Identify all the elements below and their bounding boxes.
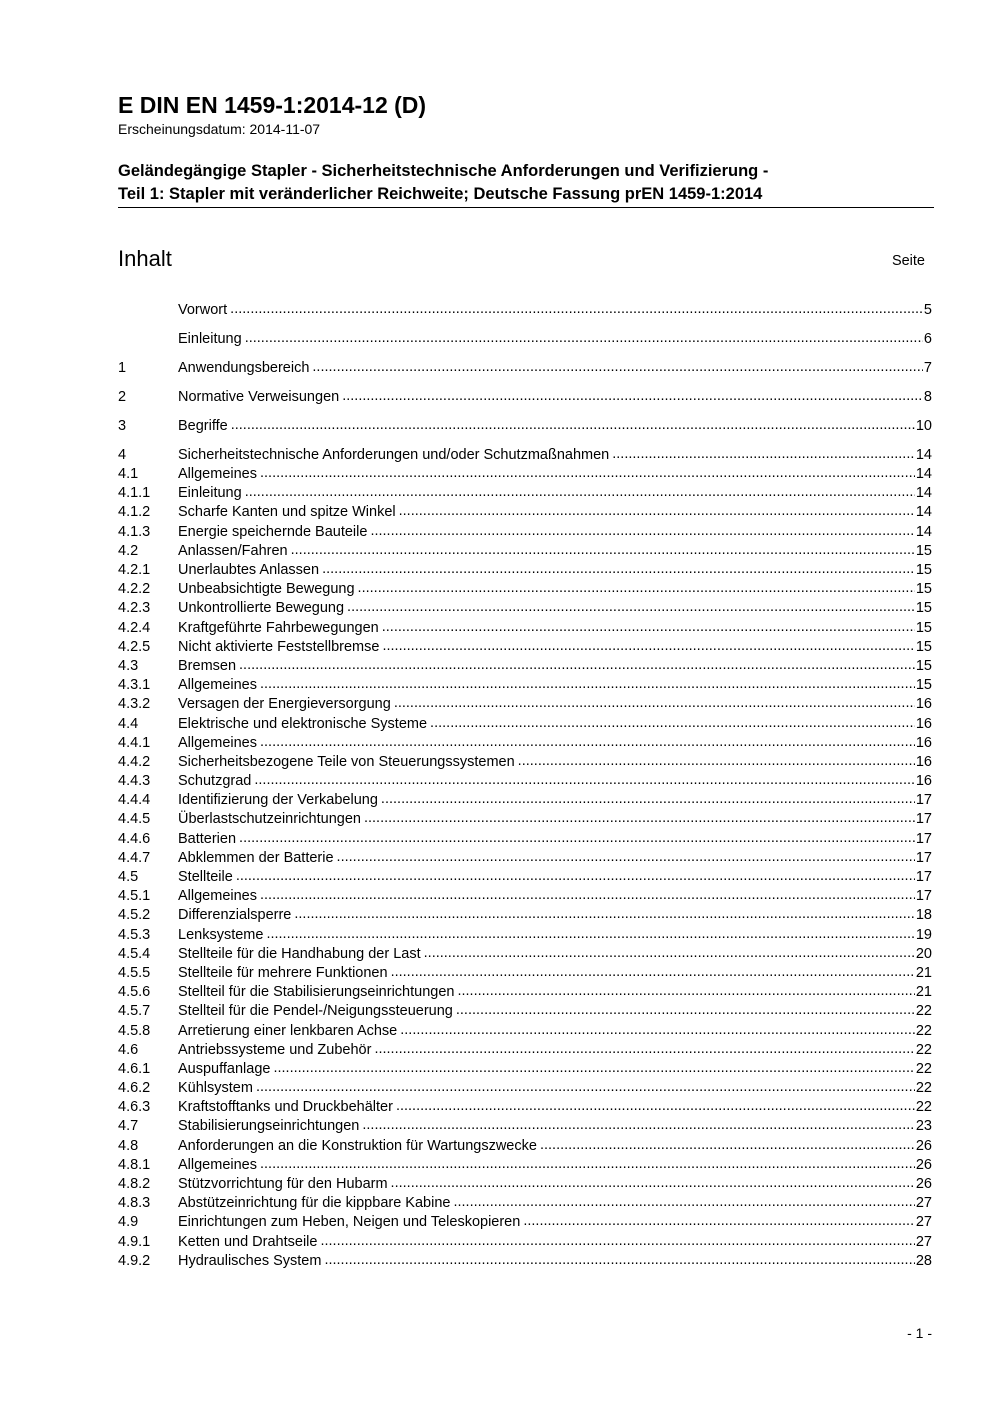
toc-entry-number: 4.5.6 bbox=[118, 984, 151, 1001]
toc-entry[interactable] bbox=[118, 887, 932, 906]
toc-entry-page: 16 bbox=[915, 753, 932, 770]
toc-entry-number: 4.1.3 bbox=[118, 523, 151, 540]
toc-dot-leader bbox=[457, 982, 914, 1001]
toc-entry-title: Begriffe bbox=[178, 417, 228, 434]
toc-dot-leader bbox=[239, 829, 915, 848]
toc-entry-number: 4.3 bbox=[118, 657, 139, 674]
toc-dot-leader bbox=[260, 1155, 915, 1174]
toc-entry-number: 4.5.4 bbox=[118, 945, 151, 962]
toc-entry-page: 22 bbox=[915, 1003, 932, 1020]
toc-entry[interactable] bbox=[118, 417, 932, 436]
toc-entry-title: Normative Verweisungen bbox=[178, 388, 340, 405]
toc-dot-leader bbox=[256, 1078, 915, 1097]
toc-dot-leader bbox=[540, 1136, 915, 1155]
toc-entry-page: 17 bbox=[915, 888, 932, 905]
toc-entry[interactable] bbox=[118, 1233, 932, 1252]
toc-entry-number: 4.5.2 bbox=[118, 907, 151, 924]
toc-entry-number: 2 bbox=[118, 388, 127, 405]
toc-dot-leader bbox=[612, 445, 915, 464]
toc-dot-leader bbox=[518, 752, 915, 771]
toc-entry-page: 7 bbox=[923, 359, 932, 376]
document-id: E DIN EN 1459-1:2014-12 (D) bbox=[118, 92, 427, 118]
toc-entry-page: 28 bbox=[915, 1252, 932, 1269]
toc-entry-number: 4.5 bbox=[118, 869, 139, 886]
toc-dot-leader bbox=[391, 963, 915, 982]
toc-entry[interactable] bbox=[118, 945, 932, 964]
toc-dot-leader bbox=[382, 618, 915, 637]
toc-entry[interactable] bbox=[118, 715, 932, 734]
toc-entry-page: 17 bbox=[915, 792, 932, 809]
toc-entry-page: 20 bbox=[915, 945, 932, 962]
toc-entry-number: 4 bbox=[118, 446, 127, 463]
toc-entry-number: 4.4.4 bbox=[118, 792, 151, 809]
toc-entry-page: 6 bbox=[923, 330, 932, 347]
toc-dot-leader bbox=[382, 637, 914, 656]
toc-entry-number: 4.8.1 bbox=[118, 1156, 151, 1173]
toc-heading: Inhalt bbox=[118, 246, 172, 271]
toc-entry[interactable] bbox=[118, 964, 932, 983]
toc-entry[interactable] bbox=[118, 638, 932, 657]
toc-entry-page: 14 bbox=[915, 446, 932, 463]
toc-entry-page: 27 bbox=[915, 1233, 932, 1250]
toc-entry-number: 4.5.8 bbox=[118, 1022, 151, 1039]
toc-entry-title: Einrichtungen zum Heben, Neigen und Teleskopieren bbox=[178, 1214, 521, 1231]
toc-entry[interactable] bbox=[118, 1175, 932, 1194]
toc-entry-page: 16 bbox=[915, 715, 932, 732]
toc-entry-number: 4.6.2 bbox=[118, 1080, 151, 1097]
toc-dot-leader bbox=[391, 1174, 915, 1193]
toc-entry-title: Nicht aktivierte Feststellbremse bbox=[178, 638, 380, 655]
toc-entry[interactable] bbox=[118, 906, 932, 925]
toc-entry[interactable] bbox=[118, 388, 932, 407]
toc-dot-leader bbox=[260, 675, 915, 694]
toc-entry[interactable] bbox=[118, 1252, 932, 1271]
toc-dot-leader bbox=[260, 886, 915, 905]
toc-entry-number: 4.4.5 bbox=[118, 811, 151, 828]
toc-entry-title: Allgemeines bbox=[178, 466, 257, 483]
toc-entry-number: 4.7 bbox=[118, 1118, 139, 1135]
toc-entry-page: 15 bbox=[915, 638, 932, 655]
toc-entry-page: 14 bbox=[915, 485, 932, 502]
toc-entry-title: Arretierung einer lenkbaren Achse bbox=[178, 1022, 398, 1039]
toc-entry-number: 4.9.2 bbox=[118, 1252, 151, 1269]
toc-entry-number: 4.2.5 bbox=[118, 638, 151, 655]
toc-entry-number: 4.6 bbox=[118, 1041, 139, 1058]
toc-entry-title: Kühlsystem bbox=[178, 1080, 253, 1097]
toc-entry-number: 4.8.2 bbox=[118, 1176, 151, 1193]
toc-dot-leader bbox=[236, 867, 915, 886]
toc-entry-title: Versagen der Energieversorgung bbox=[178, 696, 391, 713]
toc-entry-title: Antriebssysteme und Zubehör bbox=[178, 1041, 372, 1058]
toc-dot-leader bbox=[347, 598, 915, 617]
toc-entry-page: 22 bbox=[915, 1041, 932, 1058]
toc-entry-title: Abstützeinrichtung für die kippbare Kabine bbox=[178, 1195, 451, 1212]
toc-entry-page: 15 bbox=[915, 562, 932, 579]
toc-entry[interactable] bbox=[118, 1002, 932, 1021]
toc-dot-leader bbox=[312, 358, 923, 377]
toc-dot-leader bbox=[362, 1116, 914, 1135]
toc-entry-title: Abklemmen der Batterie bbox=[178, 849, 334, 866]
toc-dot-leader bbox=[523, 1212, 915, 1231]
toc-dot-leader bbox=[396, 1097, 915, 1116]
toc-entry-page: 21 bbox=[915, 964, 932, 981]
toc-entry[interactable] bbox=[118, 1098, 932, 1117]
toc-entry-number: 4.3.2 bbox=[118, 696, 151, 713]
toc-entry-title: Hydraulisches System bbox=[178, 1252, 322, 1269]
toc-entry-title: Stellteile für mehrere Funktionen bbox=[178, 964, 388, 981]
toc-entry-page: 17 bbox=[915, 811, 932, 828]
toc-entry[interactable] bbox=[118, 868, 932, 887]
toc-entry-number: 4.5.5 bbox=[118, 964, 151, 981]
toc-dot-leader bbox=[374, 1040, 914, 1059]
toc-entry-title: Elektrische und elektronische Systeme bbox=[178, 715, 428, 732]
toc-entry-page: 27 bbox=[915, 1214, 932, 1231]
toc-entry[interactable] bbox=[118, 983, 932, 1002]
toc-entry-title: Anlassen/Fahren bbox=[178, 542, 288, 559]
toc-entry-number: 4.3.1 bbox=[118, 677, 151, 694]
toc-entry-title: Sicherheitstechnische Anforderungen und/oder Schutzmaßnahmen bbox=[178, 446, 610, 463]
toc-dot-leader bbox=[231, 416, 915, 435]
document-title-line-1: Geländegängige Stapler - Sicherheitstechnische Anforderungen und Verifizierung - bbox=[118, 162, 769, 180]
toc-entry[interactable] bbox=[118, 465, 932, 484]
toc-entry-page: 27 bbox=[915, 1195, 932, 1212]
toc-entry-title: Anforderungen an die Konstruktion für Wartungszwecke bbox=[178, 1137, 537, 1154]
toc-dot-leader bbox=[245, 483, 915, 502]
toc-entry-number: 4.5.1 bbox=[118, 888, 151, 905]
toc-entry-number: 4.4.7 bbox=[118, 849, 151, 866]
toc-page-column-label: Seite bbox=[891, 253, 925, 269]
toc-entry-title: Stabilisierungseinrichtungen bbox=[178, 1118, 360, 1135]
toc-entry-number: 4.2.2 bbox=[118, 581, 151, 598]
toc-entry-page: 26 bbox=[915, 1137, 932, 1154]
toc-entry-title: Stellteil für die Pendel-/Neigungssteuerung bbox=[178, 1003, 453, 1020]
toc-entry[interactable] bbox=[118, 657, 932, 676]
toc-entry-number: 4.8.3 bbox=[118, 1195, 151, 1212]
toc-entry-page: 15 bbox=[915, 619, 932, 636]
toc-entry-number: 4.2.4 bbox=[118, 619, 151, 636]
toc-entry-page: 15 bbox=[915, 542, 932, 559]
toc-entry[interactable] bbox=[118, 1117, 932, 1136]
toc-entry-page: 15 bbox=[915, 657, 932, 674]
toc-entry[interactable] bbox=[118, 542, 932, 561]
toc-entry[interactable] bbox=[118, 849, 932, 868]
toc-dot-leader bbox=[291, 541, 915, 560]
toc-entry-title: Auspuffanlage bbox=[178, 1060, 271, 1077]
toc-entry[interactable] bbox=[118, 330, 932, 349]
toc-entry-number: 4.8 bbox=[118, 1137, 139, 1154]
toc-entry-title: Stellteile für die Handhabung der Last bbox=[178, 945, 421, 962]
toc-entry-page: 22 bbox=[915, 1022, 932, 1039]
toc-entry-number: 4.6.1 bbox=[118, 1060, 151, 1077]
toc-dot-leader bbox=[430, 714, 915, 733]
toc-dot-leader bbox=[239, 656, 915, 675]
toc-entry-page: 17 bbox=[915, 869, 932, 886]
page-number: - 1 - bbox=[907, 1325, 932, 1341]
toc-entry-number: 4.4.2 bbox=[118, 753, 151, 770]
toc-dot-leader bbox=[342, 387, 923, 406]
toc-entry-title: Stützvorrichtung für den Hubarm bbox=[178, 1176, 388, 1193]
toc-dot-leader bbox=[453, 1193, 914, 1212]
toc-entry-title: Batterien bbox=[178, 830, 237, 847]
toc-entry-number: 4.2 bbox=[118, 542, 139, 559]
toc-entry-title: Sicherheitsbezogene Teile von Steuerungssystemen bbox=[178, 753, 515, 770]
toc-entry[interactable] bbox=[118, 580, 932, 599]
toc-entry[interactable] bbox=[118, 1079, 932, 1098]
toc-entry-page: 26 bbox=[915, 1156, 932, 1173]
toc-entry[interactable] bbox=[118, 503, 932, 522]
toc-entry-page: 15 bbox=[915, 677, 932, 694]
toc-dot-leader bbox=[456, 1001, 915, 1020]
toc-dot-leader bbox=[320, 1232, 914, 1251]
toc-entry-number: 4.2.3 bbox=[118, 600, 151, 617]
toc-entry-number: 4.5.3 bbox=[118, 926, 151, 943]
toc-entry-title: Unerlaubtes Anlassen bbox=[178, 562, 320, 579]
toc-dot-leader bbox=[381, 790, 915, 809]
toc-entry-page: 16 bbox=[915, 734, 932, 751]
toc-entry-title: Kraftstofftanks und Druckbehälter bbox=[178, 1099, 393, 1116]
toc-dot-leader bbox=[266, 925, 914, 944]
toc-entry-number: 4.2.1 bbox=[118, 562, 151, 579]
title-divider bbox=[118, 207, 934, 208]
toc-entry[interactable] bbox=[118, 810, 932, 829]
toc-entry-title: Ketten und Drahtseile bbox=[178, 1233, 318, 1250]
toc-entry-title: Kraftgeführte Fahrbewegungen bbox=[178, 619, 379, 636]
toc-entry-title: Unkontrollierte Bewegung bbox=[178, 600, 345, 617]
toc-dot-leader bbox=[370, 522, 914, 541]
toc-dot-leader bbox=[245, 329, 923, 348]
toc-entry-page: 22 bbox=[915, 1080, 932, 1097]
toc-entry-page: 22 bbox=[915, 1060, 932, 1077]
toc-entry-title: Scharfe Kanten und spitze Winkel bbox=[178, 504, 396, 521]
toc-dot-leader bbox=[399, 502, 915, 521]
toc-entry[interactable] bbox=[118, 695, 932, 714]
document-title bbox=[118, 160, 934, 206]
toc-entry-title: Stellteil für die Stabilisierungseinrichtungen bbox=[178, 984, 455, 1001]
toc-dot-leader bbox=[337, 848, 915, 867]
table-of-contents bbox=[118, 301, 932, 1271]
toc-entry-page: 21 bbox=[915, 984, 932, 1001]
toc-entry-number: 4.4.3 bbox=[118, 773, 151, 790]
toc-dot-leader bbox=[400, 1021, 915, 1040]
toc-entry-page: 14 bbox=[915, 523, 932, 540]
toc-entry-page: 14 bbox=[915, 466, 932, 483]
toc-entry-number: 3 bbox=[118, 417, 127, 434]
toc-entry-number: 4.6.3 bbox=[118, 1099, 151, 1116]
toc-entry-page: 15 bbox=[915, 600, 932, 617]
toc-entry-title: Anwendungsbereich bbox=[178, 359, 310, 376]
toc-entry[interactable] bbox=[118, 676, 932, 695]
toc-dot-leader bbox=[230, 300, 923, 319]
toc-entry-title: Allgemeines bbox=[178, 888, 257, 905]
toc-entry[interactable] bbox=[118, 772, 932, 791]
toc-entry-title: Identifizierung der Verkabelung bbox=[178, 792, 378, 809]
toc-entry[interactable] bbox=[118, 561, 932, 580]
toc-entry-title: Vorwort bbox=[178, 302, 228, 318]
toc-entry[interactable] bbox=[118, 734, 932, 753]
toc-dot-leader bbox=[364, 809, 915, 828]
toc-dot-leader bbox=[424, 944, 915, 963]
toc-entry[interactable] bbox=[118, 1156, 932, 1175]
toc-entry[interactable] bbox=[118, 1137, 932, 1156]
toc-entry-number: 4.5.7 bbox=[118, 1003, 151, 1020]
toc-entry-number: 4.1 bbox=[118, 466, 139, 483]
toc-entry-title: Energie speichernde Bauteile bbox=[178, 523, 368, 540]
toc-entry[interactable] bbox=[118, 1060, 932, 1079]
toc-entry[interactable] bbox=[118, 523, 932, 542]
toc-entry[interactable] bbox=[118, 1041, 932, 1060]
toc-entry-page: 18 bbox=[915, 907, 932, 924]
toc-entry-title: Unbeabsichtigte Bewegung bbox=[178, 581, 355, 598]
toc-entry-title: Einleitung bbox=[178, 485, 242, 502]
toc-entry[interactable] bbox=[118, 753, 932, 772]
toc-entry[interactable] bbox=[118, 599, 932, 618]
toc-entry[interactable] bbox=[118, 830, 932, 849]
toc-entry-page: 10 bbox=[915, 417, 932, 434]
toc-entry-title: Allgemeines bbox=[178, 734, 257, 751]
toc-entry-page: 15 bbox=[915, 581, 932, 598]
toc-entry-page: 19 bbox=[915, 926, 932, 943]
publication-date: Erscheinungsdatum: 2014-11-07 bbox=[118, 121, 321, 137]
toc-entry-title: Allgemeines bbox=[178, 677, 257, 694]
toc-entry-page: 23 bbox=[915, 1118, 932, 1135]
toc-entry-title: Lenksysteme bbox=[178, 926, 264, 943]
document-title-line-2: Teil 1: Stapler mit veränderlicher Reichweite; Deutsche Fassung prEN 1459-1:2014 bbox=[118, 185, 763, 203]
toc-entry[interactable] bbox=[118, 926, 932, 945]
toc-entry-number: 4.1.2 bbox=[118, 504, 151, 521]
toc-entry[interactable] bbox=[118, 1213, 932, 1232]
toc-dot-leader bbox=[322, 560, 915, 579]
toc-entry-number: 4.4.6 bbox=[118, 830, 151, 847]
toc-entry[interactable] bbox=[118, 1194, 932, 1213]
toc-dot-leader bbox=[273, 1059, 914, 1078]
toc-entry-page: 5 bbox=[923, 302, 932, 318]
toc-dot-leader bbox=[294, 905, 914, 924]
toc-entry-title: Stellteile bbox=[178, 869, 233, 886]
toc-dot-leader bbox=[324, 1251, 914, 1270]
toc-entry[interactable] bbox=[118, 791, 932, 810]
toc-entry-page: 22 bbox=[915, 1099, 932, 1116]
toc-dot-leader bbox=[260, 733, 915, 752]
toc-entry-title: Schutzgrad bbox=[178, 773, 252, 790]
toc-dot-leader bbox=[260, 464, 915, 483]
toc-entry-number: 1 bbox=[118, 359, 127, 376]
toc-dot-leader bbox=[394, 694, 915, 713]
toc-entry-number: 4.4 bbox=[118, 715, 139, 732]
toc-entry-number: 4.9 bbox=[118, 1214, 139, 1231]
toc-entry[interactable] bbox=[118, 359, 932, 378]
toc-entry-title: Differenzialsperre bbox=[178, 907, 292, 924]
toc-entry-page: 17 bbox=[915, 830, 932, 847]
toc-entry[interactable] bbox=[118, 301, 932, 320]
toc-entry-title: Einleitung bbox=[178, 330, 242, 347]
toc-entry[interactable] bbox=[118, 446, 932, 465]
toc-entry-title: Bremsen bbox=[178, 657, 237, 674]
toc-entry-page: 16 bbox=[915, 696, 932, 713]
toc-entry-page: 17 bbox=[915, 849, 932, 866]
toc-entry[interactable] bbox=[118, 619, 932, 638]
toc-entry-number: 4.9.1 bbox=[118, 1233, 151, 1250]
toc-entry[interactable] bbox=[118, 484, 932, 503]
toc-entry-page: 16 bbox=[915, 773, 932, 790]
toc-dot-leader bbox=[358, 579, 915, 598]
toc-entry[interactable] bbox=[118, 1022, 932, 1041]
toc-entry-number: 4.1.1 bbox=[118, 485, 151, 502]
toc-dot-leader bbox=[254, 771, 915, 790]
toc-entry-page: 26 bbox=[915, 1176, 932, 1193]
toc-entry-title: Überlastschutzeinrichtungen bbox=[178, 811, 361, 828]
toc-entry-number: 4.4.1 bbox=[118, 734, 151, 751]
toc-entry-page: 8 bbox=[923, 388, 932, 405]
toc-entry-title: Allgemeines bbox=[178, 1156, 257, 1173]
toc-entry-page: 14 bbox=[915, 504, 932, 521]
